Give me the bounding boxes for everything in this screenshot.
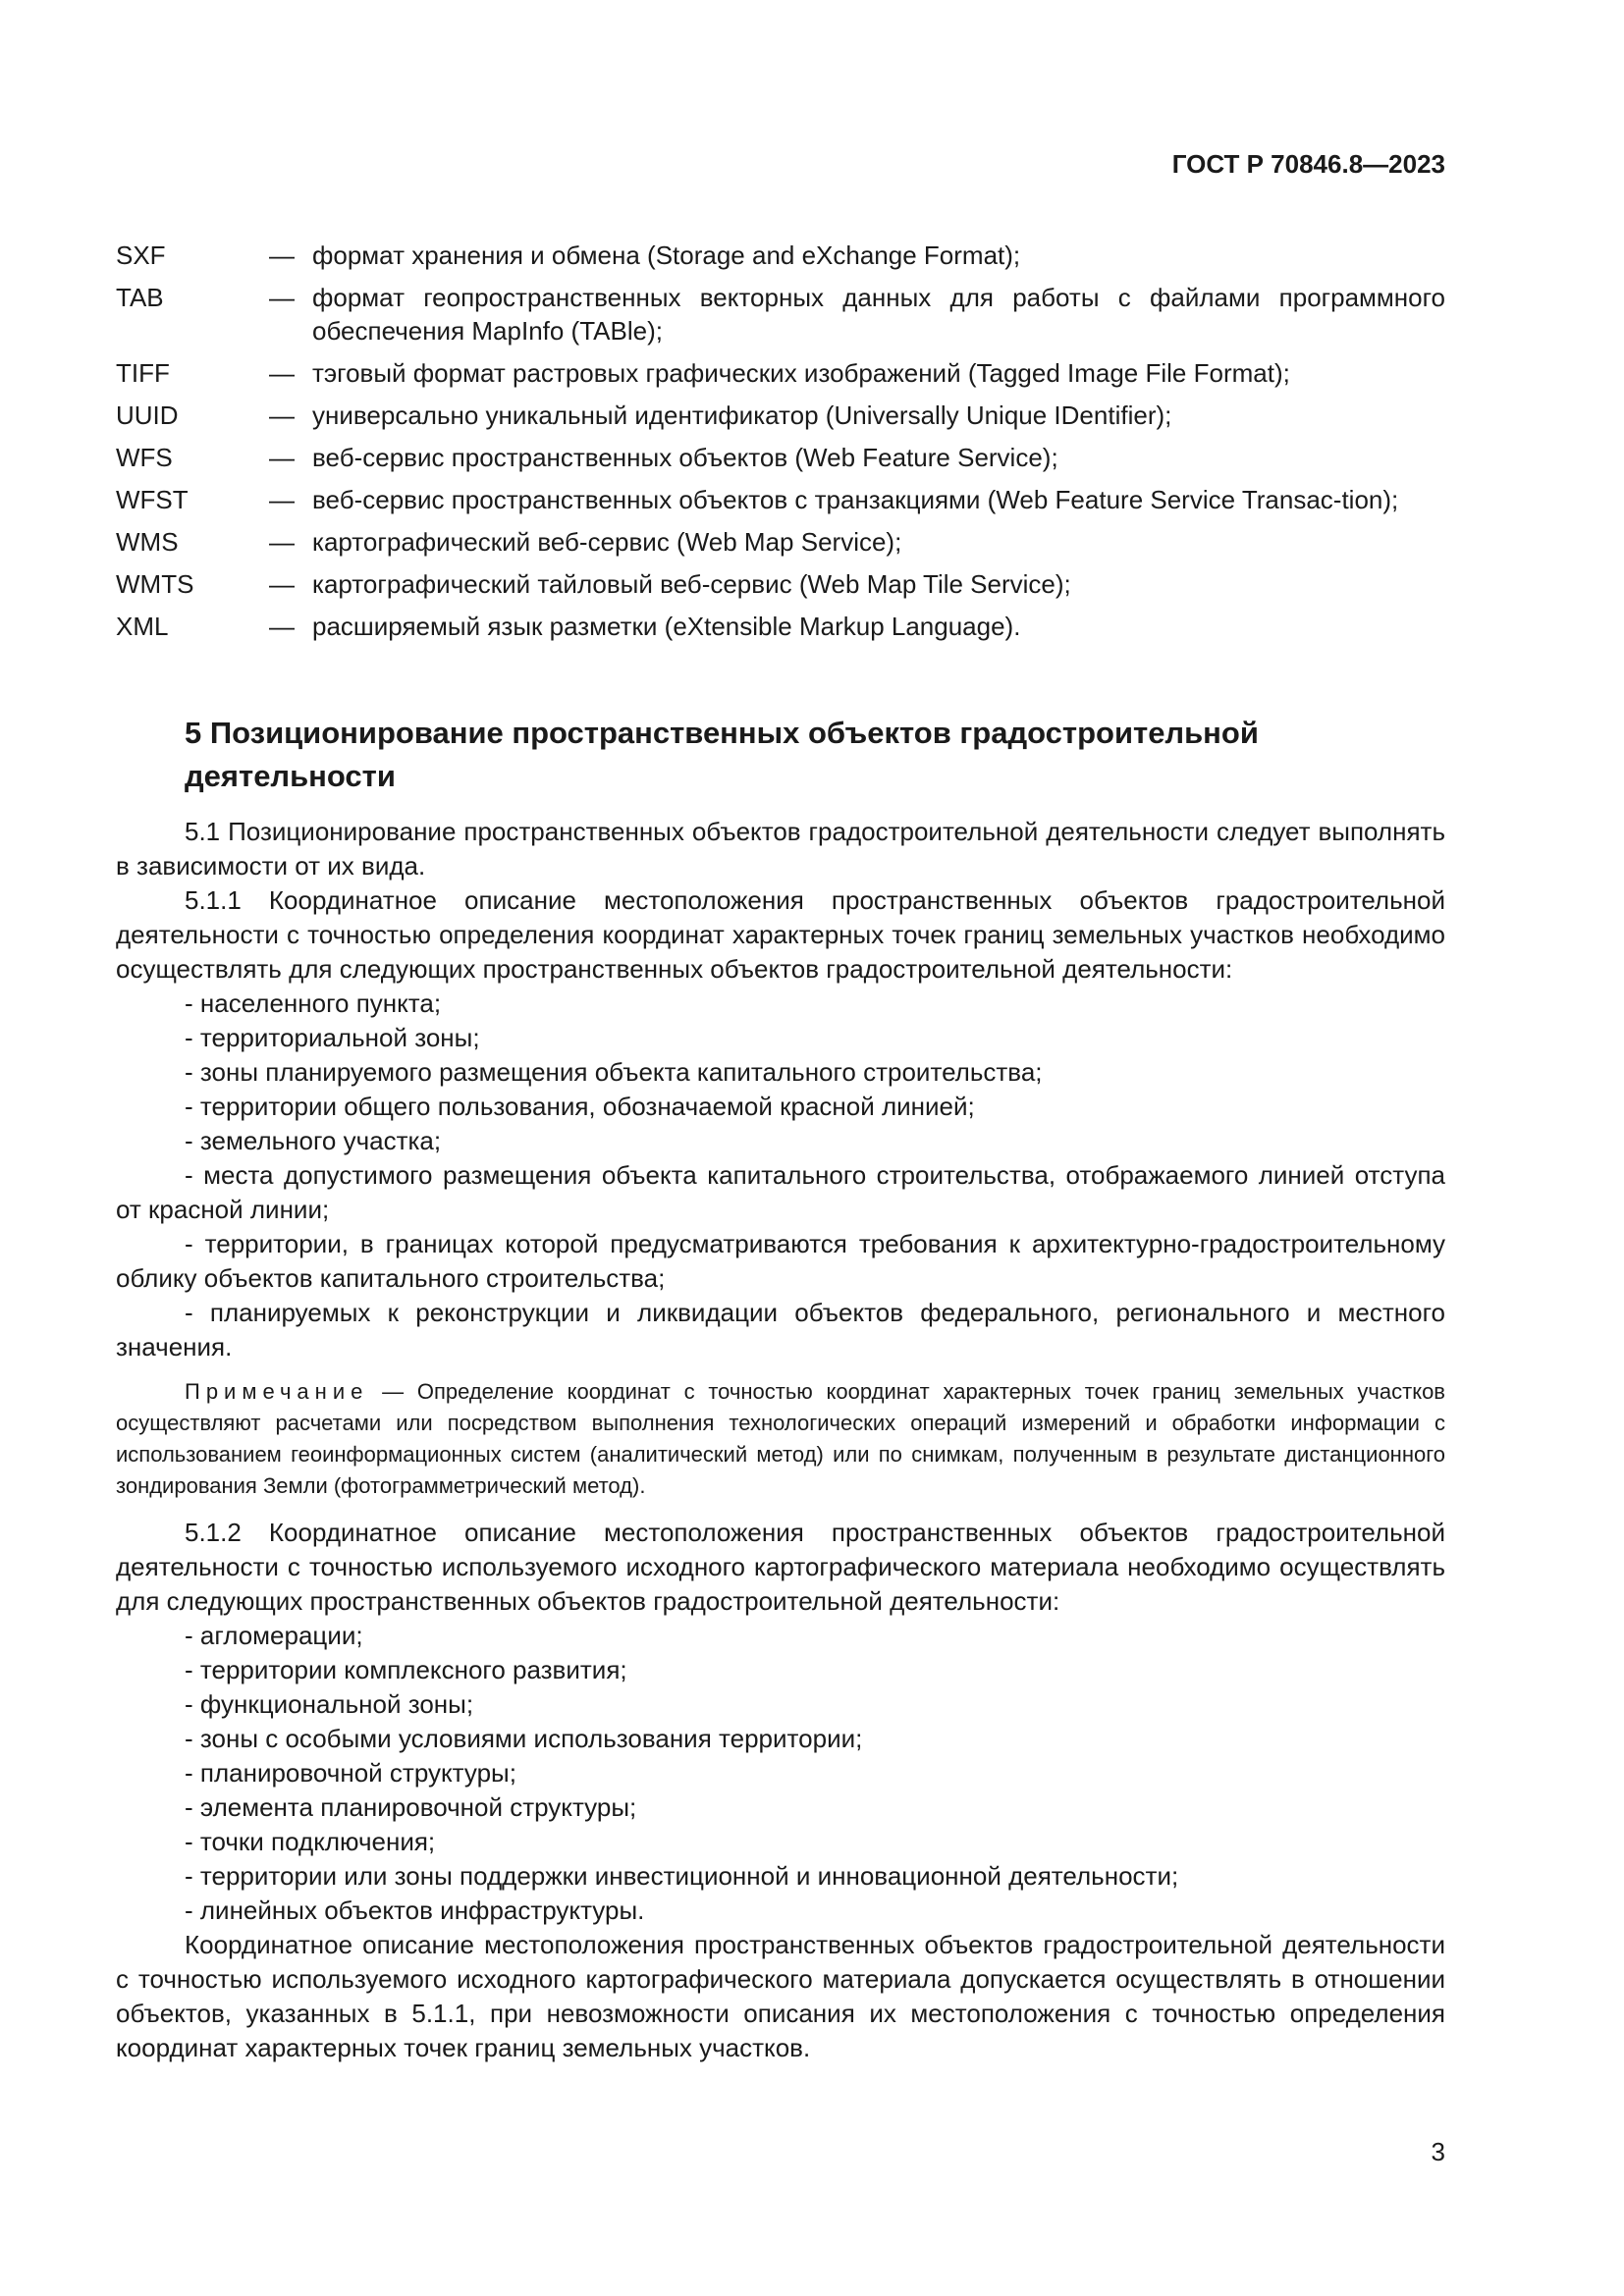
paragraph-5-1-2: 5.1.2 Координатное описание местоположения пространственных объектов градостроительной деятельности с точностью используемого исходного картографического материала необходимо осуществлять для следующих пространственных объектов градостроительной деятельности: xyxy=(116,1518,1445,1616)
list-item: - земельного участка; xyxy=(185,1126,442,1155)
abbreviation-term: WFST xyxy=(116,485,189,514)
list-item: - территории, в границах которой предусматриваются требования к архитектурно-градостроительному облику объектов капитального строительства; xyxy=(116,1229,1445,1293)
abbreviation-row xyxy=(116,610,1445,643)
abbreviation-definition: расширяемый язык разметки (eXtensible Markup Language). xyxy=(312,612,1021,641)
list-item: - планируемых к реконструкции и ликвидации объектов федерального, регионального и местного значения. xyxy=(116,1298,1445,1362)
abbreviation-definition: формат геопространственных векторных данных для работы с файлами программного обеспечения MapInfo (TABle); xyxy=(312,283,1445,346)
abbreviation-term: UUID xyxy=(116,400,179,430)
abbreviation-row xyxy=(116,399,1445,432)
note-text: — Определение координат с точностью координат характерных точек границ земельных участков осуществляют расчетами или посредством выполнения технологических операций измерений и обработки информации с использованием геоинформационных систем (аналитический метод) или по снимкам, полученным в результате дистанционного зондирования Земли (фотограмметрический метод). xyxy=(116,1379,1445,1498)
abbreviation-dash: — xyxy=(269,443,295,472)
abbreviation-row xyxy=(116,281,1445,347)
abbreviation-term: WMS xyxy=(116,527,179,557)
abbreviation-row xyxy=(116,239,1445,272)
list-item: - территории общего пользования, обозначаемой красной линией; xyxy=(185,1092,975,1121)
list-item: - точки подключения; xyxy=(185,1827,436,1856)
list-item: - функциональной зоны; xyxy=(185,1689,474,1719)
standard-id-header: ГОСТ Р 70846.8—2023 xyxy=(1171,149,1445,179)
abbreviation-definition: универсально уникальный идентификатор (Universally Unique IDentifier); xyxy=(312,400,1172,430)
list-item: - территории комплексного развития; xyxy=(185,1655,627,1684)
page-number: 3 xyxy=(1431,2137,1445,2166)
list-item: - территории или зоны поддержки инвестиционной и инновационной деятельности; xyxy=(185,1861,1179,1891)
abbreviation-dash: — xyxy=(269,485,295,514)
abbreviation-row xyxy=(116,441,1445,474)
abbreviation-dash: — xyxy=(269,612,295,641)
abbreviation-row xyxy=(116,525,1445,559)
abbreviation-dash: — xyxy=(269,358,295,388)
list-item: - элемента планировочной структуры; xyxy=(185,1792,637,1822)
list-item: - планировочной структуры; xyxy=(185,1758,516,1788)
abbreviation-term: XML xyxy=(116,612,169,641)
list-item: - места допустимого размещения объекта капитального строительства, отображаемого линией отступа от красной линии; xyxy=(116,1160,1445,1224)
abbreviation-row xyxy=(116,567,1445,601)
section-heading: 5 Позиционирование пространственных объектов градостроительной деятельности xyxy=(185,716,1259,793)
paragraph-5-1: 5.1 Позиционирование пространственных объектов градостроительной деятельности следует выполнять в зависимости от их вида. xyxy=(116,817,1445,881)
abbreviation-definition: веб-сервис пространственных объектов (Web Feature Service); xyxy=(312,443,1058,472)
abbreviation-term: WFS xyxy=(116,443,173,472)
abbreviation-term: TIFF xyxy=(116,358,170,388)
abbreviation-term: WMTS xyxy=(116,569,194,599)
list-item: - территориальной зоны; xyxy=(185,1023,480,1052)
paragraph-final: Координатное описание местоположения пространственных объектов градостроительной деятельности с точностью используемого исходного картографического материала допускается осуществлять в отношении объектов, указанных в 5.1.1, при невозможности описания их местоположения с точностью определения координат характерных точек границ земельных участков. xyxy=(116,1930,1445,2062)
abbreviation-dash: — xyxy=(269,283,295,312)
paragraph-5-1-1: 5.1.1 Координатное описание местоположения пространственных объектов градостроительной деятельности с точностью определения координат характерных точек границ земельных участков необходимо осуществлять для следующих пространственных объектов градостроительной деятельности: xyxy=(116,885,1445,984)
note-label: Примечание xyxy=(185,1379,369,1404)
abbreviation-term: TAB xyxy=(116,283,164,312)
abbreviation-row xyxy=(116,356,1445,390)
abbreviation-term: SXF xyxy=(116,240,166,270)
abbreviation-definition: картографический тайловый веб-сервис (Web Map Tile Service); xyxy=(312,569,1071,599)
abbreviation-definition: тэговый формат растровых графических изображений (Tagged Image File Format); xyxy=(312,358,1290,388)
section-body xyxy=(116,815,1445,2065)
list-item: - зоны с особыми условиями использования территории; xyxy=(185,1724,863,1753)
abbreviation-definition: формат хранения и обмена (Storage and eXchange Format); xyxy=(312,240,1021,270)
note xyxy=(116,1376,1445,1502)
abbreviation-dash: — xyxy=(269,527,295,557)
list-item: - линейных объектов инфраструктуры. xyxy=(185,1896,645,1925)
list-item: - агломерации; xyxy=(185,1621,363,1650)
abbreviation-definition: веб-сервис пространственных объектов с транзакциями (Web Feature Service Transac-tion); xyxy=(312,485,1399,514)
list-item: - зоны планируемого размещения объекта капитального строительства; xyxy=(185,1057,1043,1087)
abbreviation-definition: картографический веб-сервис (Web Map Service); xyxy=(312,527,902,557)
abbreviation-dash: — xyxy=(269,240,295,270)
abbreviation-dash: — xyxy=(269,400,295,430)
abbreviation-row xyxy=(116,483,1445,516)
abbreviation-dash: — xyxy=(269,569,295,599)
abbreviation-list xyxy=(116,239,1445,652)
list-item: - населенного пункта; xyxy=(185,988,442,1018)
